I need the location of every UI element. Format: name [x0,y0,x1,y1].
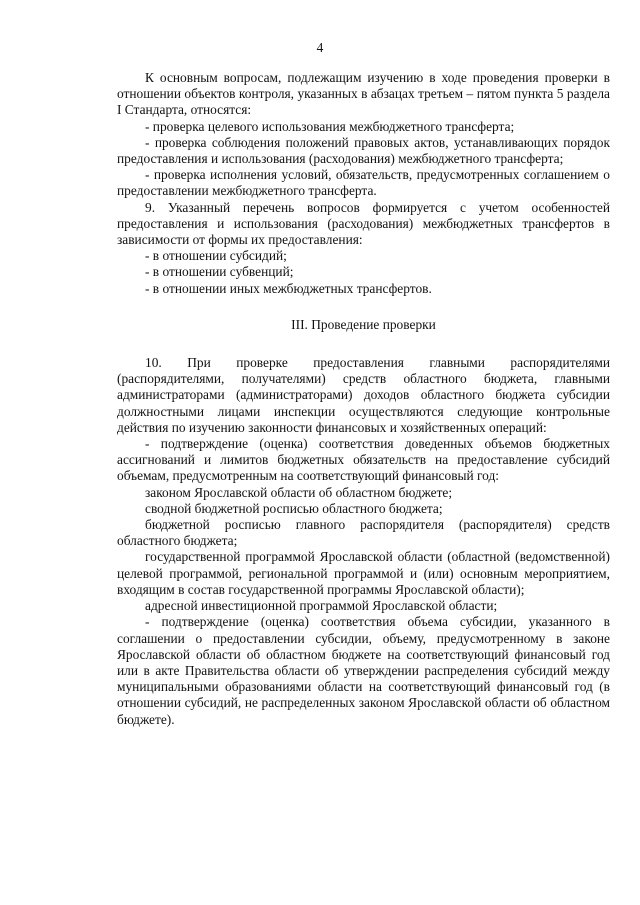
section-heading: III. Проведение проверки [291,316,436,332]
paragraph-item-10: 10. При проверке предоставления главными распорядителями (распорядителями, получателями) средств областного бюджета, главными администраторами (администраторами) доходов областного бюджета субсидии должностными лицами инспекции осуществляются следующие контрольные действия по изучению законности финансовых и хозяйственных операций: [117,355,610,435]
document-body [117,70,610,728]
list-item-targeted-use-check: - проверка целевого использования межбюджетного трансферта; [145,118,515,134]
list-item-confirmation-volumes: - подтверждение (оценка) соответствия доведенных объемов бюджетных ассигнований и лимитов бюджетных обязательств на предоставление субсидий объемам, предусмотренным на соответствующий финансовый год: [117,436,610,484]
list-item-subventions: - в отношении субвенций; [145,264,294,280]
list-item-subsidies: - в отношении субсидий; [145,248,287,264]
paragraph-key-questions: К основным вопросам, подлежащим изучению в ходе проведения проверки в отношении объектов контроля, указанных в абзацах третьем – пятом пункта 5 раздела I Стандарта, относятся: [117,70,610,118]
list-item-budget-law: законом Ярославской области об областном бюджете; [145,484,453,500]
paragraph-item-9: 9. Указанный перечень вопросов формируется с учетом особенностей предоставления и использования (расходования) межбюджетных трансфертов в зависимости от формы их предоставления: [117,199,610,248]
list-item-budget-list: бюджетной росписью главного распорядителя (распорядителя) средств областного бюджета; [117,517,610,549]
list-item-conditions-check: - проверка исполнения условий, обязательств, предусмотренных соглашением о предоставлении межбюджетного трансферта. [117,167,610,199]
list-item-investment-program: адресной инвестиционной программой Ярославской области; [145,598,498,614]
list-item-state-program: государственной программой Ярославской области (областной (ведомственной) целевой программой, региональной программой и (или) основным мероприятием, входящим в состав государственной программы Ярославской области); [117,549,610,597]
list-item-confirmation-subsidy: - подтверждение (оценка) соответствия объема субсидии, указанного в соглашении о предоставлении субсидии, объему, предусмотренному в законе Ярославской области об областном бюджете на соответствующий финансовый год или в акте Правительства области об утверждении распределения субсидий между муниципальными образованиями области на соответствующий финансовый год (в отношении субсидий, не распределенных законом Ярославской области об областном бюджете). [117,614,610,727]
list-item-consolidated-list: сводной бюджетной росписью областного бюджета; [145,500,443,516]
list-item-other-transfers: - в отношении иных межбюджетных трансфертов. [145,280,432,296]
page-number: 4 [316,40,324,55]
list-item-legal-acts-check: - проверка соблюдения положений правовых актов, устанавливающих порядок предоставления и использования (расходования) межбюджетного трансферта; [117,134,610,167]
